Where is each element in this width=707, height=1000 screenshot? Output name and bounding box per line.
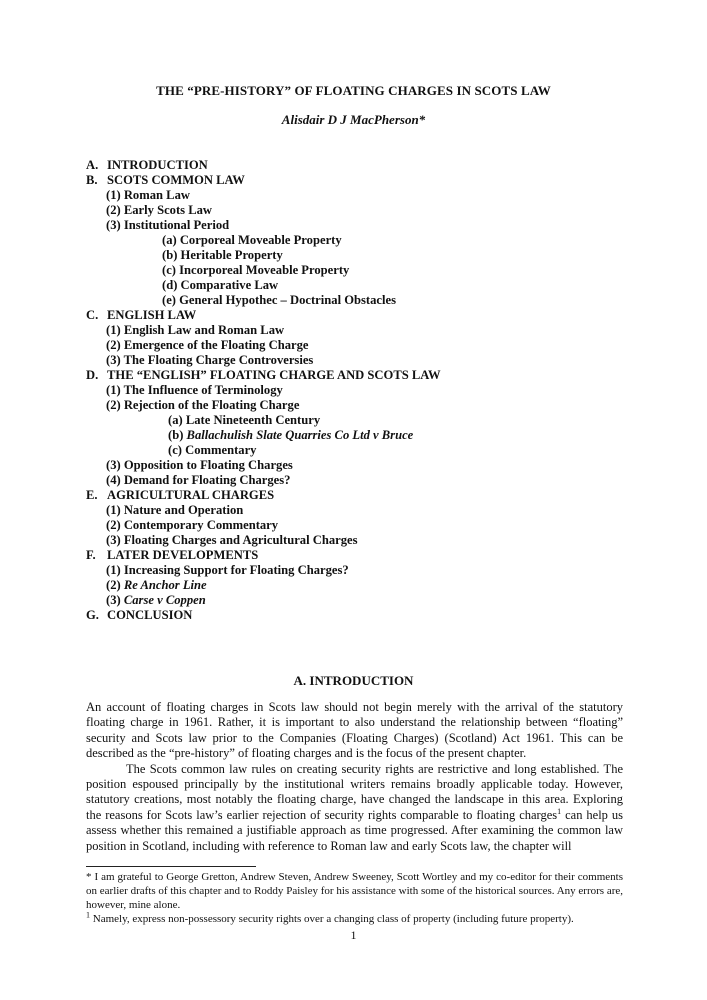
- toc-subsection-label: (1) Nature and Operation: [106, 503, 244, 517]
- toc-subsection-label: (2) Contemporary Commentary: [106, 518, 279, 532]
- toc-subsection-entry: [86, 518, 646, 533]
- toc-subsubsection-entry: [86, 263, 646, 278]
- toc-section-entry: [86, 368, 646, 383]
- toc-subsection-entry: [86, 563, 646, 578]
- toc-section-number: C.: [86, 308, 99, 322]
- footnote-separator: [86, 866, 256, 867]
- toc-subsubsection-entry: [86, 443, 646, 458]
- toc-subsubsection-label: (d) Comparative Law: [162, 278, 279, 292]
- toc-section-entry: [86, 308, 646, 323]
- toc-subsection-entry: [86, 383, 646, 398]
- toc-subsection-entry: [86, 338, 646, 353]
- toc-section-number: G.: [86, 608, 99, 622]
- toc-subsubsection-entry: [86, 428, 646, 443]
- toc-section-label: INTRODUCTION: [107, 158, 208, 172]
- toc-subsection-entry: [86, 503, 646, 518]
- toc-section-entry: [86, 608, 646, 623]
- toc-subsection-label: (1) The Influence of Terminology: [106, 383, 283, 397]
- footnote-ref-1: 1: [557, 806, 562, 816]
- paper-title: THE “PRE-HISTORY” OF FLOATING CHARGES IN SCOTS LAW: [156, 83, 551, 98]
- toc-subsection-label: (3) Opposition to Floating Charges: [106, 458, 293, 472]
- paragraph-2: [86, 762, 623, 854]
- toc-section-number: B.: [86, 173, 98, 187]
- toc-subsection-label: (3) Floating Charges and Agricultural Charges: [106, 533, 358, 547]
- toc-subsection-entry: [86, 533, 646, 548]
- toc-subsection-label: (2) Rejection of the Floating Charge: [106, 398, 300, 412]
- paragraph-2-part-a: The Scots common law rules on creating security rights are restrictive and long established. The position espoused principally by the institutional writers remains broadly applicable today. However, statutory creations, most notably the floating charge, have changed the landscape in this area. Exploring the reasons for Scots law’s earlier rejection of security rights comparable to floating charges: [86, 761, 623, 822]
- toc-subsubsection-label: (a) Corporeal Moveable Property: [162, 233, 342, 247]
- toc-subsection-entry: [86, 593, 646, 608]
- toc-section-number: A.: [86, 158, 99, 172]
- toc-section-entry: [86, 548, 646, 563]
- toc-case-name: Carse v Coppen: [123, 593, 206, 607]
- toc-subsection-label: (1) English Law and Roman Law: [106, 323, 285, 337]
- footnote-acknowledgement: * I am grateful to George Gretton, Andrew Steven, Andrew Sweeney, Scott Wortley and my co-editor for their comments on earlier drafts of this chapter and to Roddy Paisley for his assistance with some of the historical sources. Any errors are, however, mine alone.: [86, 871, 623, 911]
- toc-section-entry: [86, 488, 646, 503]
- toc-subsection-entry: [86, 473, 646, 488]
- toc-subsection-prefix: (2): [106, 578, 124, 592]
- toc-section-label: ENGLISH LAW: [107, 308, 197, 322]
- toc-subsection-entry: [86, 458, 646, 473]
- toc-subsubsection-entry: [86, 248, 646, 263]
- toc-section-number: E.: [86, 488, 98, 502]
- paragraph-1: An account of floating charges in Scots law should not begin merely with the arrival of the statutory floating charge in 1961. Rather, it is important to also understand the relationship between “floating” security and Scots law prior to the Companies (Floating Charges) (Scotland) Act 1961. This can be described as the “pre-history” of floating charges and is the focus of the present chapter.: [86, 700, 623, 761]
- toc-subsection-label: (1) Roman Law: [106, 188, 190, 202]
- toc-subsubsection-label: (b) Heritable Property: [162, 248, 283, 262]
- toc-section-label: LATER DEVELOPMENTS: [107, 548, 259, 562]
- footnote-1: [86, 912, 623, 926]
- toc-case-name: Re Anchor Line: [123, 578, 207, 592]
- toc-subsection-entry: [86, 398, 646, 413]
- toc-section-number: F.: [86, 548, 96, 562]
- toc-section-entry: [86, 158, 646, 173]
- toc-subsection-entry: [86, 353, 646, 368]
- footnote-1-mark: 1: [86, 910, 90, 920]
- footnotes: [86, 870, 623, 926]
- toc-case-name: Ballachulish Slate Quarries Co Ltd v Bruce: [186, 428, 414, 442]
- toc-subsection-label: (2) Early Scots Law: [106, 203, 212, 217]
- toc-subsection-entry: [86, 578, 646, 593]
- toc-subsubsection-label: (e) General Hypothec – Doctrinal Obstacles: [162, 293, 396, 307]
- toc-subsubsection-entry: [86, 233, 646, 248]
- page-number: 1: [350, 928, 357, 942]
- author-name: Alisdair D J MacPherson*: [281, 112, 426, 127]
- toc-section-label: SCOTS COMMON LAW: [107, 173, 245, 187]
- toc-section-label: CONCLUSION: [107, 608, 193, 622]
- toc-section-label: THE “ENGLISH” FLOATING CHARGE AND SCOTS LAW: [107, 368, 441, 382]
- toc-subsection-label: (3) The Floating Charge Controversies: [106, 353, 314, 367]
- toc-subsubsection-label: (c) Commentary: [168, 443, 257, 457]
- toc-subsection-entry: [86, 218, 646, 233]
- toc-section-label: AGRICULTURAL CHARGES: [107, 488, 275, 502]
- toc-subsection-entry: [86, 323, 646, 338]
- toc-subsubsection-label: (a) Late Nineteenth Century: [168, 413, 321, 427]
- toc-subsection-entry: [86, 188, 646, 203]
- toc-subsubsection-label: (c) Incorporeal Moveable Property: [162, 263, 350, 277]
- toc-subsection-label: (3) Institutional Period: [106, 218, 230, 232]
- toc-subsection-entry: [86, 203, 646, 218]
- paragraph-2-part-b: can help us assess whether this remained a justifiable approach as time progressed. After examining the common law position in Scotland, including with reference to Roman law and early Scots law, the chapter will: [86, 807, 623, 853]
- section-heading: A. INTRODUCTION: [293, 673, 414, 688]
- toc-section-number: D.: [86, 368, 99, 382]
- toc-subsection-label: (4) Demand for Floating Charges?: [106, 473, 291, 487]
- toc-subsection-prefix: (3): [106, 593, 124, 607]
- toc-subsubsection-entry: [86, 413, 646, 428]
- toc-subsubsection-entry: [86, 278, 646, 293]
- footnote-1-text: Namely, express non-possessory security rights over a changing class of property (including future property).: [90, 913, 574, 925]
- toc-section-entry: [86, 173, 646, 188]
- body-text: [86, 700, 623, 854]
- toc-subsection-label: (1) Increasing Support for Floating Charges?: [106, 563, 349, 577]
- toc-subsubsection-prefix: (b): [168, 428, 187, 442]
- table-of-contents: [86, 158, 646, 623]
- toc-subsection-label: (2) Emergence of the Floating Charge: [106, 338, 309, 352]
- toc-subsubsection-entry: [86, 293, 646, 308]
